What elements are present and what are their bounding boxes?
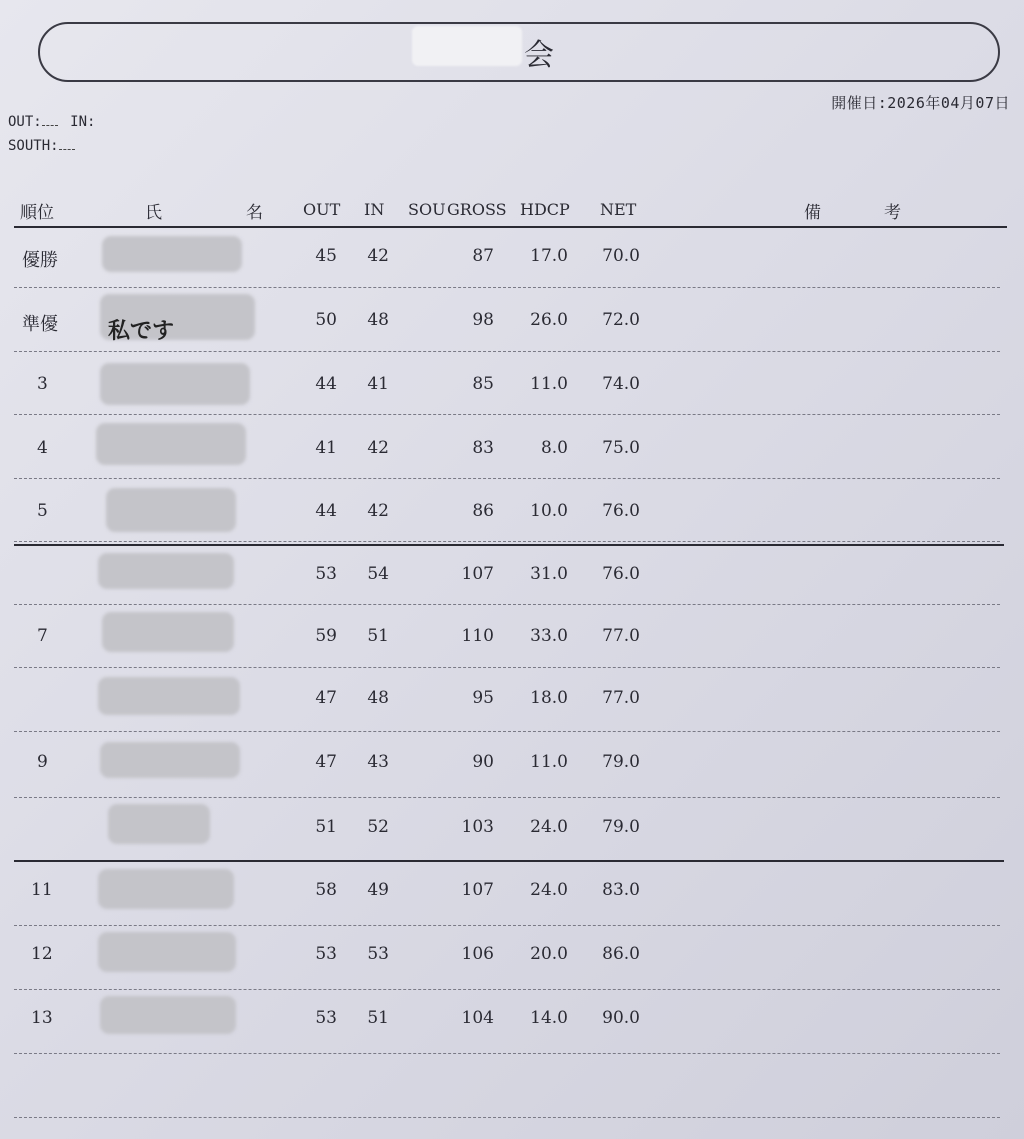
net-cell: 77.0 (602, 688, 640, 708)
rank-cell: 12 (31, 944, 53, 964)
row-divider (14, 478, 1000, 479)
in-cell: 41 (367, 374, 389, 394)
row-divider (14, 287, 1000, 288)
out-cell: 53 (315, 1008, 337, 1028)
rank-cell: 9 (37, 752, 48, 772)
gross-cell: 85 (472, 374, 494, 394)
gross-cell: 87 (472, 246, 494, 266)
redacted-name (102, 236, 242, 272)
redacted-name (96, 423, 246, 465)
header-net: NET (600, 200, 637, 219)
net-cell: 76.0 (602, 564, 640, 584)
hdcp-cell: 24.0 (530, 817, 568, 837)
redacted-name (98, 677, 240, 715)
header-hdcp: HDCP (520, 200, 570, 219)
hdcp-cell: 14.0 (530, 1008, 568, 1028)
out-cell: 59 (315, 626, 337, 646)
net-cell: 79.0 (602, 817, 640, 837)
redacted-name (102, 612, 234, 652)
redacted-name (106, 488, 236, 532)
hdcp-cell: 24.0 (530, 880, 568, 900)
out-cell: 44 (315, 374, 337, 394)
south-info (8, 138, 79, 154)
gross-cell: 90 (472, 752, 494, 772)
hdcp-cell: 31.0 (530, 564, 568, 584)
in-cell: 43 (367, 752, 389, 772)
in-cell: 48 (367, 310, 389, 330)
event-title-suffix: 会 (524, 38, 554, 73)
row-divider (14, 541, 1000, 542)
gross-cell: 95 (472, 688, 494, 708)
row-divider (14, 989, 1000, 990)
gross-cell: 107 (461, 564, 494, 584)
in-cell: 42 (367, 501, 389, 521)
out-cell: 44 (315, 501, 337, 521)
redacted-name (100, 742, 240, 778)
hdcp-cell: 11.0 (530, 374, 568, 394)
redacted-event-name (412, 26, 522, 66)
out-cell: 41 (315, 438, 337, 458)
hdcp-cell: 33.0 (530, 626, 568, 646)
out-cell: 58 (315, 880, 337, 900)
out-cell: 53 (315, 944, 337, 964)
group-divider (14, 544, 1004, 546)
in-cell: 42 (367, 438, 389, 458)
rank-cell: 4 (37, 438, 48, 458)
gross-cell: 104 (461, 1008, 494, 1028)
net-cell: 76.0 (602, 501, 640, 521)
out-cell: 45 (315, 246, 337, 266)
row-divider (14, 797, 1000, 798)
out-cell: 47 (315, 752, 337, 772)
header-rank: 順位 (20, 203, 54, 223)
header-remarks-2: 考 (884, 203, 901, 223)
gross-cell: 110 (461, 626, 494, 646)
in-cell: 51 (367, 626, 389, 646)
south-label: SOUTH: (8, 138, 59, 154)
group-divider (14, 860, 1004, 862)
net-cell: 77.0 (602, 626, 640, 646)
header-divider (14, 226, 1007, 228)
redacted-name (100, 996, 236, 1034)
hdcp-cell: 26.0 (530, 310, 568, 330)
header-name-1: 氏 (145, 203, 162, 223)
row-divider (14, 1053, 1000, 1054)
net-cell: 70.0 (602, 246, 640, 266)
in-cell: 42 (367, 246, 389, 266)
out-cell: 47 (315, 688, 337, 708)
gross-cell: 86 (472, 501, 494, 521)
gross-cell: 83 (472, 438, 494, 458)
net-cell: 79.0 (602, 752, 640, 772)
self-annotation: 私です (108, 319, 175, 344)
header-in: IN (364, 200, 385, 219)
net-cell: 72.0 (602, 310, 640, 330)
in-cell: 52 (367, 817, 389, 837)
hdcp-cell: 20.0 (530, 944, 568, 964)
gross-cell: 103 (461, 817, 494, 837)
redacted-name (98, 932, 236, 972)
event-date: 開催日:2026年04月07日 (831, 94, 1010, 112)
gross-cell: 106 (461, 944, 494, 964)
redacted-name (108, 804, 210, 844)
row-divider (14, 925, 1000, 926)
row-divider (14, 731, 1000, 732)
hdcp-cell: 17.0 (530, 246, 568, 266)
out-cell: 53 (315, 564, 337, 584)
in-cell: 48 (367, 688, 389, 708)
net-cell: 75.0 (602, 438, 640, 458)
row-divider (14, 351, 1000, 352)
in-cell: 54 (367, 564, 389, 584)
hdcp-cell: 10.0 (530, 501, 568, 521)
hdcp-cell: 8.0 (540, 438, 568, 458)
header-gross: GROSS (447, 200, 507, 219)
rank-cell: 13 (31, 1008, 53, 1028)
net-cell: 86.0 (602, 944, 640, 964)
header-name-2: 名 (246, 203, 263, 223)
in-cell: 51 (367, 1008, 389, 1028)
rank-cell: 準優 (22, 314, 58, 335)
row-divider (14, 414, 1000, 415)
row-divider (14, 1117, 1000, 1118)
redacted-name (100, 363, 250, 405)
out-cell: 51 (315, 817, 337, 837)
in-cell: 49 (367, 880, 389, 900)
net-cell: 74.0 (602, 374, 640, 394)
rank-cell: 3 (37, 374, 48, 394)
rank-cell: 5 (37, 501, 48, 521)
header-out: OUT (303, 200, 341, 219)
net-cell: 83.0 (602, 880, 640, 900)
rank-cell: 優勝 (22, 250, 58, 271)
redacted-name (98, 869, 234, 909)
row-divider (14, 667, 1000, 668)
row-divider (14, 604, 1000, 605)
gross-cell: 107 (461, 880, 494, 900)
header-sou: SOU (408, 200, 446, 219)
rank-cell: 7 (37, 626, 48, 646)
redacted-name (98, 553, 234, 589)
gross-cell: 98 (472, 310, 494, 330)
hdcp-cell: 11.0 (530, 752, 568, 772)
out-label: OUT: (8, 114, 42, 130)
in-label: IN: (70, 114, 96, 130)
out-in-info (8, 114, 95, 130)
rank-cell: 11 (31, 880, 53, 900)
net-cell: 90.0 (602, 1008, 640, 1028)
out-cell: 50 (315, 310, 337, 330)
header-remarks-1: 備 (804, 203, 821, 223)
hdcp-cell: 18.0 (530, 688, 568, 708)
in-cell: 53 (367, 944, 389, 964)
